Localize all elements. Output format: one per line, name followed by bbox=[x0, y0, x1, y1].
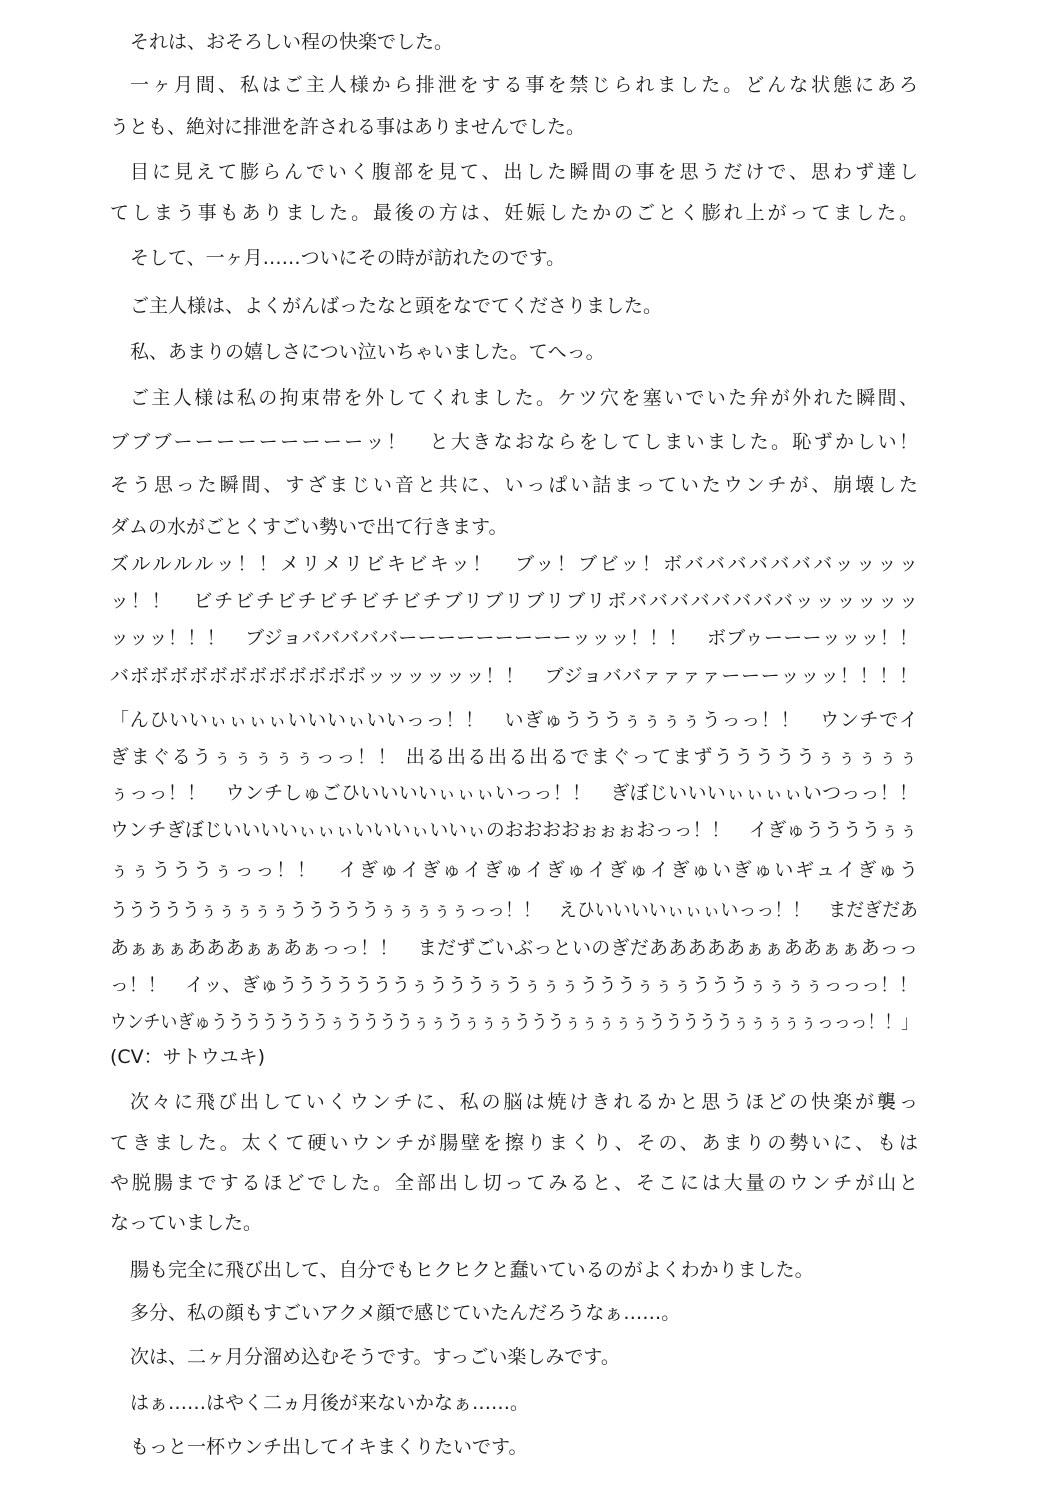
text-line: なっていました。 bbox=[110, 1212, 263, 1234]
text-line: (CV：サトウユキ) bbox=[110, 1046, 266, 1068]
text-line: 腸も完全に飛び出して、自分でもヒクヒクと蠢いているのがよくわかりました。 bbox=[130, 1259, 814, 1281]
text-line: それは、おそろしい程の快楽でした。 bbox=[130, 31, 454, 53]
text-line: 一ヶ月間、私はご主人様から排泄をする事を禁じられました。どんな状態にあろ bbox=[130, 74, 918, 96]
text-line: そう思った瞬間、すざまじい音と共に、いっぱい詰まっていたウンチが、崩壊した bbox=[110, 474, 918, 496]
text-line: 次々に飛び出していくウンチに、私の脳は焼けきれるかと思うほどの快楽が襲っ bbox=[130, 1091, 918, 1113]
text-line: ブブブーーーーーーーーーッ！ と大きなおならをしてしまいました。恥ずかしい！ bbox=[110, 431, 918, 453]
text-line: てきました。太くて硬いウンチが腸壁を擦りまくり、その、あまりの勢いに、もは bbox=[110, 1132, 918, 1154]
text-line: ウンチいぎゅうううううううぅううううぅぅうぅぅぅうううぅぅぅぅぅうううううぅぅぅぅぅっっっ！！」 bbox=[110, 1011, 919, 1033]
text-line: 私、あまりの嬉しさについ泣いちゃいました。てへっ。 bbox=[130, 341, 605, 363]
text-line: てしまう事もありました。最後の方は、妊娠したかのごとく膨れ上がってました。 bbox=[110, 202, 918, 224]
text-line: 「んひいいぃぃぃぃいいいぃいいっっ！！ いぎゅうううぅぅぅぅうっっ！！ ウンチでイ bbox=[110, 709, 918, 731]
text-line: や脱腸までするほどでした。全部出し切ってみると、そこには大量のウンチが山と bbox=[110, 1172, 918, 1194]
text-line: 多分、私の顔もすごいアクメ顔で感じていたんだろうなぁ……。 bbox=[130, 1302, 681, 1324]
text-line: ぅぅうううぅっっ！！ イぎゅイぎゅイぎゅイぎゅイぎゅイぎゅいぎゅいギュイぎゅう bbox=[110, 859, 918, 881]
text-line: ぎまぐるうぅぅぅぅぅっっ！！ 出る出る出る出るでまぐってまずうううううぅぅぅぅぅ bbox=[110, 746, 918, 768]
text-line: 次は、二ヶ月分溜め込むそうです。すっごい楽しみです。 bbox=[130, 1346, 620, 1368]
text-line: バボボボボボボボボボボボボッッッッッッ！！ ブジョババァァァァーーーッッッ！！！！ bbox=[110, 665, 918, 687]
text-line: ッ！！ ビチビチビチビチビチビチブリブリブリブリボババババババババッッッッッッ bbox=[110, 590, 918, 612]
text-line: ご主人様は、よくがんばったなと頭をなでてくださりました。 bbox=[130, 295, 663, 317]
text-line: はぁ……はやく二ヵ月後が来ないかなぁ……。 bbox=[130, 1392, 530, 1414]
text-line: ズルルルルッ！！メリメリビキビキッ！ ブッ！ブビッ！ボバババババババッッッッ bbox=[110, 553, 918, 575]
text-line: もっと一杯ウンチ出してイキまくりたいです。 bbox=[130, 1436, 528, 1458]
text-line: 目に見えて膨らんでいく腹部を見て、出した瞬間の事を思うだけで、思わず達し bbox=[130, 161, 918, 183]
text-line: ダムの水がごとくすごい勢いで出て行きます。 bbox=[110, 516, 508, 538]
text-line: ウンチぎぼじいいいいぃぃぃいいいぃいいぃのおおおおぉぉぉおっっ！！ イぎゅううううぅぅ bbox=[110, 819, 919, 841]
text-line: ご主人様は私の拘束帯を外してくれました。ケツ穴を塞いでいた弁が外れた瞬間、 bbox=[130, 387, 918, 409]
text-line: ぅっっ！！ ウンチしゅごひいいいいぃぃぃいっっ！！ ぎぼじいいいぃぃぃぃいつっっ！！ bbox=[110, 782, 918, 804]
text-line: あぁぁぁあああぁぁあぁっっ！！ まだずごいぶっといのぎだあああああぁぁああぁぁあっっ bbox=[110, 937, 918, 959]
text-line: うううううぅぅぅぅぅうううううぅぅぅぅぅっっ！！ えひいいいいぃぃぃいっっ！！ まだぎだあ bbox=[110, 899, 919, 921]
text-line: ッッッ！！！ ブジョバババババーーーーーーーーーッッッ！！！ ボブゥーーーッッッ！！ bbox=[110, 627, 918, 649]
text-line: うとも、絶対に排泄を許される事はありませんでした。 bbox=[110, 116, 586, 138]
text-line: っ！！ イッ、ぎゅうううううううぅうううぅうぅぅぅうううぅぅぅうううぅぅぅぅっっっ！！ bbox=[110, 974, 918, 996]
text-line: そして、一ヶ月……ついにその時が訪れたのです。 bbox=[130, 247, 566, 269]
